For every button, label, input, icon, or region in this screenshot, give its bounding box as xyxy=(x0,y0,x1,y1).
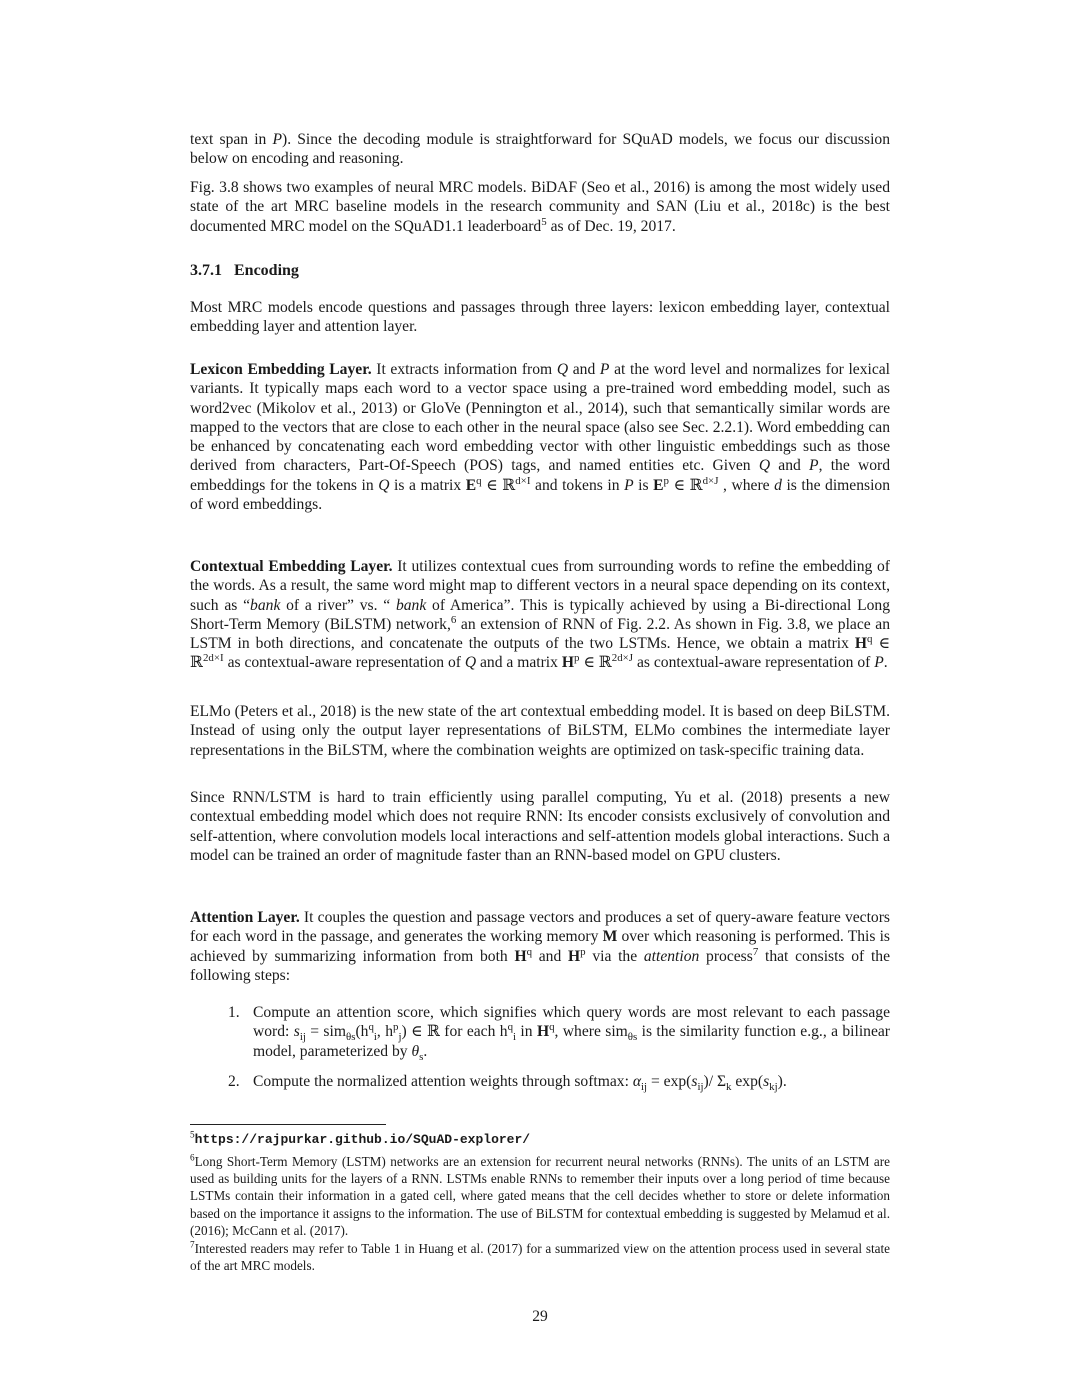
subscript: k xyxy=(726,1081,732,1094)
subscript: ij xyxy=(641,1081,648,1094)
text-run: as contextual-aware representation of xyxy=(223,654,465,672)
text-run: , where sim xyxy=(554,1023,628,1041)
italic-text: P xyxy=(599,361,610,378)
bold-text: E xyxy=(465,476,477,494)
bold-text: E xyxy=(653,476,664,494)
text-run: ELMo (Peters et al., 2018) is the new state of the art contextual embedding model. It is based on deep BiLSTM. Instead of using only the output layer representations of BiLSTM, ELMo combines the intermediate layer representations in the BiLSTM, where the combination weights are optimized on task-specific training data. xyxy=(190,703,890,759)
text-run: It extracts information from xyxy=(371,361,557,378)
bold-text: H xyxy=(568,947,581,965)
italic-text: Q xyxy=(464,654,477,672)
italic-text: Q xyxy=(378,476,390,494)
subscript: kj xyxy=(769,1081,778,1094)
supscript: 5 xyxy=(190,1129,195,1140)
text-run: Compute an attention score, which signifies which query words are most relevant to each passage word: xyxy=(253,1004,890,1041)
url-text: https://rajpurkar.github.io/SQuAD-explorer/ xyxy=(194,1132,531,1147)
text-run: Interested readers may refer to Table 1 in Huang et al. (2017) for a summarized view on the attention process used in several state of the art MRC models. xyxy=(190,1241,890,1274)
text-run: ) ∈ ℝ for each h xyxy=(401,1023,508,1041)
paragraph-elmo xyxy=(190,702,890,760)
section-heading xyxy=(190,261,890,280)
subscript: ij xyxy=(697,1081,704,1094)
text-run: Most MRC models encode questions and passages through three layers: lexicon embedding layer, contextual embedding layer and attention layer. xyxy=(190,299,890,336)
italic-text: attention xyxy=(643,947,700,965)
paragraph-encoding-intro xyxy=(190,298,890,337)
text-run: (h xyxy=(355,1023,369,1041)
text-run: Fig. 3.8 shows two examples of neural MRC models. BiDAF (Seo et al., 2016) is among the most widely used state of the art MRC baseline models in the research community and SAN (Liu et al., 2018c) is the best documented MRC model on the SQuAD1.1 leaderboard xyxy=(190,179,890,235)
list-item xyxy=(228,1072,890,1094)
text-run: at the word level and normalizes for lexical variants. It typically maps each word to a vector space using a pre-trained word embedding model, such as word2vec (Mikolov et al., 2013) or GloVe (Pennington et al., 2014), such that semantically similar words are mapped to the vectors that are close to each other in the neural space (also see Sec. 2.2.1). Word embedding can be enhanced by concatenating each word embedding vector with other linguistic embeddings such as those derived from characters, Part-Of-Speech (POS) tags, and named entities etc. Given xyxy=(190,361,891,475)
supscript: 2d×J xyxy=(611,652,634,665)
text-run: It utilizes contextual cues from surrounding words to refine the embedding of the words. As a result, the same word might map to different vectors in a neural space depending on its context, such as “ xyxy=(190,558,890,614)
italic-text: Q xyxy=(758,457,771,475)
italic-text: s xyxy=(691,1073,698,1090)
subscript: ij xyxy=(299,1031,306,1044)
supscript: p xyxy=(573,652,580,665)
text-run: that consists of the following steps: xyxy=(190,947,890,984)
italic-text: α xyxy=(632,1073,641,1090)
supscript: q xyxy=(476,474,482,487)
page-number: 29 xyxy=(532,1308,548,1325)
text-run: ∈ ℝ xyxy=(668,476,703,494)
list-item xyxy=(228,1003,890,1061)
paragraph-decoding xyxy=(190,130,890,169)
text-run: and xyxy=(532,947,568,965)
text-run: . xyxy=(423,1042,428,1060)
text-run: and tokens in xyxy=(530,476,625,494)
supscript: q xyxy=(526,945,533,958)
text-run: Since RNN/LSTM is hard to train efficiently using parallel computing, Yu et al. (2018) presents a new contextual embedding model which does not require RNN: Its encoder consists exclusively of convolution and self-attention, where convolution models local interactions and self-attention models global interactions. Such a model can be trained an order of magnitude faster than an RNN-based model on GPU clusters. xyxy=(190,789,890,864)
supscript: d×J xyxy=(702,474,719,487)
text-run: of a river” vs. “ xyxy=(280,596,396,614)
text-run: , the word embeddings for the tokens in xyxy=(190,457,891,494)
paragraph-lexicon-embedding xyxy=(190,360,890,514)
supscript: q xyxy=(507,1021,514,1034)
text-run: via the xyxy=(585,947,644,965)
italic-text: P xyxy=(272,131,283,148)
italic-text: bank xyxy=(395,596,427,614)
supscript: 6 xyxy=(190,1152,195,1163)
italic-text: P xyxy=(809,457,819,475)
subscript: i xyxy=(373,1031,377,1044)
bold-text: M xyxy=(602,928,618,946)
subscript: θs xyxy=(627,1031,638,1044)
text-run: in xyxy=(516,1023,537,1041)
italic-text: s xyxy=(763,1073,770,1090)
supscript: 7 xyxy=(752,945,759,958)
subscript: θs xyxy=(345,1031,356,1044)
text-run: ). Since the decoding module is straightforward for SQuAD models, we focus our discussion below on encoding and reasoning. xyxy=(190,131,890,168)
footnote-divider xyxy=(190,1124,386,1125)
list-number: 2. xyxy=(228,1073,240,1090)
text-run: It couples the question and passage vectors and produces a set of query-aware feature vectors for each word in the passage, and generates the working memory xyxy=(190,909,890,946)
section-title: Encoding xyxy=(234,262,299,279)
supscript: q xyxy=(549,1021,555,1034)
footnote-6 xyxy=(190,1153,890,1239)
italic-text: s xyxy=(293,1023,300,1041)
text-run: = sim xyxy=(305,1023,346,1041)
text-run: of America”. This is typically achieved by using a Bi-directional Long Short-Term Memory (BiLSTM) network, xyxy=(190,596,890,633)
paragraph-attention-layer xyxy=(190,908,890,985)
supscript: 5 xyxy=(541,215,547,228)
text-run: and xyxy=(770,457,810,475)
footnote-5 xyxy=(190,1130,890,1148)
supscript: q xyxy=(867,633,873,645)
italic-text: d xyxy=(774,476,782,494)
text-run: . xyxy=(883,654,888,672)
text-run: over which reasoning is performed. This is achieved by summarizing information from both xyxy=(190,928,890,965)
bold-text: H xyxy=(514,947,527,965)
text-run: text span in xyxy=(190,131,273,148)
text-run: is the dimension of word embeddings. xyxy=(190,476,891,514)
paragraph-contextual-embedding xyxy=(190,557,890,673)
list-number: 1. xyxy=(228,1004,240,1021)
supscript: p xyxy=(393,1021,399,1034)
supscript: p xyxy=(663,474,669,487)
text-run: = exp( xyxy=(647,1073,692,1090)
text-run: process xyxy=(699,947,753,965)
text-run: is xyxy=(633,476,654,494)
bold-text: Attention Layer. xyxy=(190,909,300,926)
text-run: Compute the normalized attention weights through softmax: xyxy=(253,1073,633,1090)
text-run: as of Dec. 19, 2017. xyxy=(546,217,676,235)
text-run: Long Short-Term Memory (LSTM) networks are an extension for recurrent neural networks (RNNs). The units of an LSTM are used as building units for the layers of a RNN. LSTMs enable RNNs to remember their inputs over a long period of time because LSTMs contain their information in a gated cell, where gated means that the cell decides whether to store or delete information based on the importance it assigns to the information. The use of BiLSTM for contextual embedding is suggested by Melamud et al. (2016); McCann et al. (2017). xyxy=(190,1154,890,1238)
text-run: ). xyxy=(777,1073,787,1090)
italic-text: bank xyxy=(250,596,281,614)
supscript: 2d×I xyxy=(202,652,224,665)
text-run: ∈ ℝ xyxy=(579,654,612,672)
italic-text: Q xyxy=(556,361,569,378)
bold-text: Contextual Embedding Layer. xyxy=(190,558,393,575)
text-run: and a matrix xyxy=(476,654,562,672)
section-number: 3.7.1 xyxy=(190,262,222,279)
bold-text: H xyxy=(536,1023,550,1041)
subscript: j xyxy=(398,1031,402,1044)
bold-text: Lexicon Embedding Layer. xyxy=(190,361,372,378)
text-run: is the similarity function e.g., a bilinear model, parameterized by xyxy=(253,1023,891,1060)
supscript: 7 xyxy=(190,1239,195,1250)
paragraph-mrc-models xyxy=(190,178,890,236)
footnote-7 xyxy=(190,1240,890,1274)
text-run: exp( xyxy=(731,1073,764,1090)
bold-text: H xyxy=(854,635,868,653)
supscript: q xyxy=(368,1021,374,1034)
bold-text: H xyxy=(561,654,574,672)
italic-text: P xyxy=(624,476,634,494)
text-run: is a matrix xyxy=(389,476,466,494)
text-run: , where xyxy=(718,476,775,494)
paragraph-rnn-lstm xyxy=(190,788,890,865)
text-run: and xyxy=(568,361,600,378)
supscript: d×I xyxy=(515,474,531,487)
supscript: p xyxy=(580,945,586,958)
supscript: 6 xyxy=(450,613,457,626)
text-run: as contextual-aware representation of xyxy=(633,654,875,672)
italic-text: P xyxy=(874,654,884,672)
subscript: i xyxy=(513,1031,517,1044)
text-run: ∈ ℝ xyxy=(190,635,890,672)
text-run: an extension of RNN of Fig. 2.2. As shown in Fig. 3.8, we place an LSTM in both directions, and concatenate the outputs of the two LSTMs. Hence, we obtain a matrix xyxy=(190,615,890,653)
text-run: ∈ ℝ xyxy=(481,476,516,494)
text-run: )/ Σ xyxy=(703,1073,727,1090)
italic-text: θ xyxy=(411,1042,420,1060)
subscript: s xyxy=(419,1050,424,1063)
text-run: , h xyxy=(376,1023,393,1041)
